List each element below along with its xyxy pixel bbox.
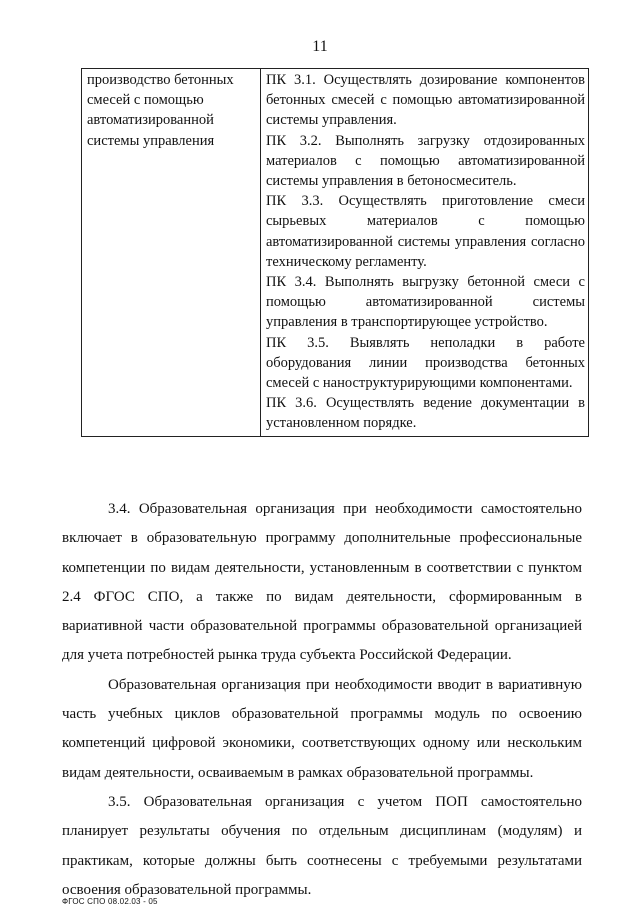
footer-doc-code: ФГОС СПО 08.02.03 - 05: [62, 897, 158, 906]
paragraph-digital-economy: Образовательная организация при необходимости вводит в вариативную часть учебных циклов образовательной программы модуль по освоению компетенций цифровой экономики, соответствующих одному или нескольким видам деятельности, осваиваемым в рамках образовательной программы.: [62, 676, 582, 781]
competency-item: ПК 3.4. Выполнять выгрузку бетонной смеси с помощью автоматизированной системы управления в транспортирующее устройство.: [266, 274, 585, 331]
competencies-cell: [261, 69, 589, 437]
competency-item: ПК 3.1. Осуществлять дозирование компонентов бетонных смесей с помощью автоматизированной системы управления.: [266, 72, 585, 129]
paragraph-3-5: 3.5. Образовательная организация с учетом ПОП самостоятельно планирует результаты обучения по отдельным дисциплинам (модулям) и практикам, которые должны быть соотнесены с требуемыми результатами освоения образовательной программы.: [62, 793, 582, 898]
competency-item: ПК 3.5. Выявлять неполадки в работе оборудования линии производства бетонных смесей с наноструктурирующими компонентами.: [266, 334, 585, 392]
activity-type-cell: производство бетонных смесей с помощью автоматизированной системы управления: [82, 69, 261, 437]
competency-item: ПК 3.2. Выполнять загрузку отдозированных материалов с помощью автоматизированной системы управления в бетоносмеситель.: [266, 132, 585, 190]
competency-item: ПК 3.6. Осуществлять ведение документации в установленном порядке.: [266, 395, 585, 432]
competency-item: ПК 3.3. Осуществлять приготовление смеси сырьевых материалов с помощью автоматизированной системы управления согласно техническому регламенту.: [266, 193, 585, 270]
paragraph-3-4: 3.4. Образовательная организация при необходимости самостоятельно включает в образовательную программу дополнительные профессиональные компетенции по видам деятельности, установленным в соответствии с пунктом 2.4 ФГОС СПО, а также по видам деятельности, сформированным в вариативной части образовательной программы образовательной организацией для учета потребностей рынка труда субъекта Российской Федерации.: [62, 501, 582, 664]
body-text: [62, 495, 582, 905]
table-row: [82, 69, 589, 437]
competency-table: [81, 68, 589, 437]
page-number: 11: [312, 38, 328, 55]
